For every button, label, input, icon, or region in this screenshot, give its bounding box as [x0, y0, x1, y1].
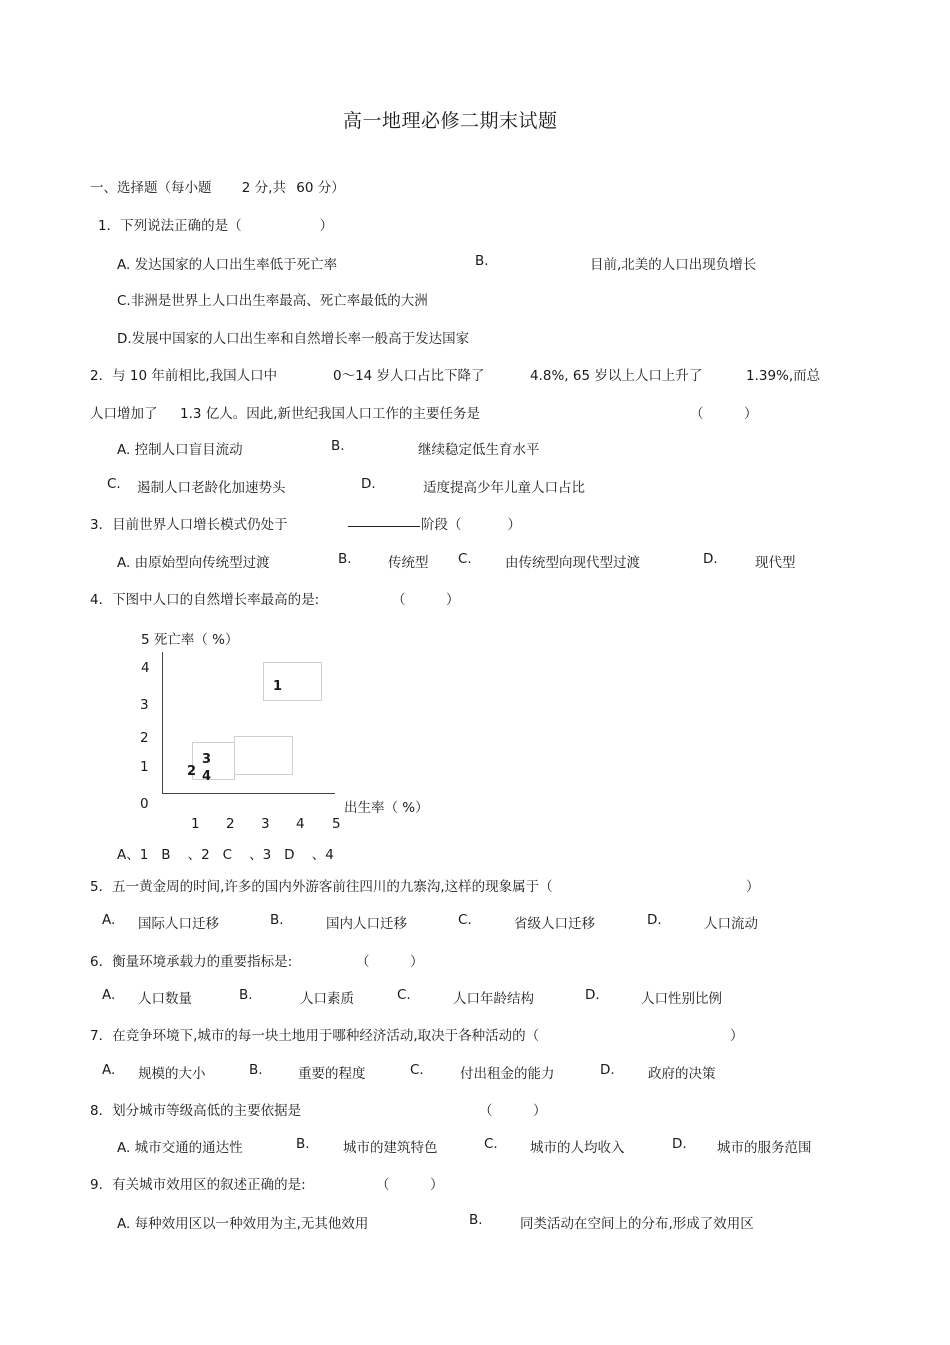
q3-option-d-text: 现代型: [755, 555, 796, 571]
q1-option-c: C.非洲是世界上人口出生率最高、死亡率最低的大洲: [117, 293, 428, 309]
y-tick-4: 4: [141, 660, 150, 676]
q1-option-b-text: 目前,北美的人口出现负增长: [590, 257, 757, 273]
q6-option-c-text: 人口年龄结构: [453, 991, 534, 1007]
y-tick-3: 3: [140, 697, 149, 713]
q3-blank: [348, 513, 420, 529]
q6-option-b-label: B.: [239, 987, 253, 1003]
section-heading: [90, 176, 345, 196]
q5-stem: 5．五一黄金周的时间,许多的国内外游客前往四川的九寨沟,这样的现象属于（: [90, 879, 553, 895]
q8-option-d-label: D.: [672, 1136, 687, 1152]
q3-option-a: A. 由原始型向传统型过渡: [117, 555, 270, 571]
y-tick-0: 0: [140, 796, 149, 812]
q6-option-d-label: D.: [585, 987, 600, 1003]
q6-option-a-text: 人口数量: [138, 991, 192, 1007]
q8-option-b-label: B.: [296, 1136, 310, 1152]
q7-option-d-text: 政府的决策: [648, 1066, 716, 1082]
q9-paren: （ ）: [376, 1177, 444, 1193]
q1-option-d: D.发展中国家的人口出生率和自然增长率一般高于发达国家: [117, 331, 470, 347]
point-2-box: [192, 742, 235, 780]
q1-number: 1．: [98, 218, 121, 234]
q2-line2-seg1: 人口增加了: [90, 406, 158, 422]
q4-paren: （ ）: [392, 592, 460, 608]
q1-stem-text: 下列说法正确的是（: [120, 218, 242, 234]
q8-option-d-text: 城市的服务范围: [717, 1140, 812, 1156]
x-tick-1: 1: [191, 816, 200, 832]
q2-line1-seg4: 1.39%,而总: [746, 368, 821, 384]
q2-option-d-label: D.: [361, 476, 376, 492]
q3-stem: 3．目前世界人口增长模式仍处于: [90, 517, 288, 533]
q2-option-a: A. 控制人口盲目流动: [117, 442, 243, 458]
q7-option-a-label: A.: [102, 1062, 116, 1078]
q1-option-b-label: B.: [475, 253, 489, 269]
q8-option-b-text: 城市的建筑特色: [343, 1140, 438, 1156]
q2-line2-seg2: 1.3 亿人。因此,新世纪我国人口工作的主要任务是: [180, 406, 481, 422]
q3-option-b-text: 传统型: [388, 555, 429, 571]
page-title: 高一地理必修二期末试题: [343, 110, 558, 132]
q1-option-a: A. 发达国家的人口出生率低于死亡率: [117, 257, 338, 273]
q7-option-d-label: D.: [600, 1062, 615, 1078]
q9-option-a: A. 每种效用区以一种效用为主,无其他效用: [117, 1216, 369, 1232]
q3-answer-blank[interactable]: [348, 514, 420, 527]
q2-line1-seg1: 2．与 10 年前相比,我国人口中: [90, 368, 278, 384]
q5-option-c-label: C.: [458, 912, 472, 928]
point-label-1: 1: [273, 679, 283, 694]
q3-tail-text: 阶段（: [421, 517, 462, 533]
y-tick-2: 2: [140, 730, 149, 746]
point-label-2: 2: [187, 764, 197, 779]
q7-option-b-text: 重要的程度: [298, 1066, 366, 1082]
q2-option-d-text: 适度提高少年儿童人口占比: [423, 480, 585, 496]
q7-paren-close: ）: [730, 1028, 744, 1044]
chart-xlabel: 出生率（ %）: [344, 800, 429, 816]
q7-option-c-label: C.: [410, 1062, 424, 1078]
q8-stem: 8．划分城市等级高低的主要依据是: [90, 1103, 302, 1119]
q5-option-d-text: 人口流动: [704, 916, 758, 932]
q7-stem: 7．在竞争环境下,城市的每一块土地用于哪种经济活动,取决于各种活动的（: [90, 1028, 540, 1044]
question-1-stem: [98, 214, 333, 234]
q5-option-d-label: D.: [647, 912, 662, 928]
q2-option-b-text: 继续稳定低生育水平: [418, 442, 540, 458]
q5-option-a-label: A.: [102, 912, 116, 928]
q4-options: A、1 B 、2 C 、3 D 、4: [117, 847, 334, 863]
section-part1: 一、选择题（每小题: [90, 180, 212, 196]
q5-paren-close: ）: [746, 879, 760, 895]
q9-stem: 9．有关城市效用区的叙述正确的是:: [90, 1177, 306, 1193]
q3-paren-close: ）: [507, 517, 521, 533]
q3-tail: [421, 513, 521, 533]
q2-option-b-label: B.: [331, 438, 345, 454]
section-part2: 2 分,共: [241, 180, 286, 196]
q9-option-b-label: B.: [469, 1212, 483, 1228]
q6-option-c-label: C.: [397, 987, 411, 1003]
q2-option-c-text: 遏制人口老龄化加速势头: [137, 480, 286, 496]
y-tick-1: 1: [140, 759, 149, 775]
q8-option-c-label: C.: [484, 1136, 498, 1152]
q6-stem: 6．衡量环境承载力的重要指标是:: [90, 954, 293, 970]
q2-option-c-label: C.: [107, 476, 121, 492]
q8-option-a: A. 城市交通的通达性: [117, 1140, 243, 1156]
x-tick-3: 3: [261, 816, 270, 832]
q7-option-c-text: 付出租金的能力: [460, 1066, 555, 1082]
x-tick-4: 4: [296, 816, 305, 832]
q1-paren-close: ）: [319, 218, 334, 234]
q3-option-d-label: D.: [703, 551, 718, 567]
q6-paren: （ ）: [356, 954, 424, 970]
point-label-4: 4: [202, 769, 212, 784]
point-1-box: [263, 662, 322, 701]
y-axis: [162, 652, 163, 794]
q2-line1-seg3: 4.8%, 65 岁以上人口上升了: [530, 368, 703, 384]
q6-option-b-text: 人口素质: [300, 991, 354, 1007]
q2-line1-seg2: 0～14 岁人口占比下降了: [333, 368, 485, 384]
q3-option-c-text: 由传统型向现代型过渡: [505, 555, 640, 571]
q3-option-b-label: B.: [338, 551, 352, 567]
q2-paren: （ ）: [690, 406, 758, 422]
q8-paren: （ ）: [479, 1103, 547, 1119]
q5-option-a-text: 国际人口迁移: [138, 916, 219, 932]
chart-ylabel: 5 死亡率（ %）: [141, 632, 239, 648]
q9-option-b-text: 同类活动在空间上的分布,形成了效用区: [520, 1216, 754, 1232]
x-tick-5: 5: [332, 816, 341, 832]
x-tick-2: 2: [226, 816, 235, 832]
q6-option-d-text: 人口性别比例: [641, 991, 722, 1007]
q6-option-a-label: A.: [102, 987, 116, 1003]
section-part3: 60 分）: [296, 180, 345, 196]
q7-option-b-label: B.: [249, 1062, 263, 1078]
q3-option-c-label: C.: [458, 551, 472, 567]
q8-option-c-text: 城市的人均收入: [530, 1140, 625, 1156]
point-3-box: [234, 736, 293, 775]
point-label-3: 3: [202, 752, 212, 767]
x-axis: [162, 793, 335, 794]
q5-option-c-text: 省级人口迁移: [514, 916, 595, 932]
q5-option-b-text: 国内人口迁移: [326, 916, 407, 932]
q4-stem: 4．下图中人口的自然增长率最高的是:: [90, 592, 320, 608]
q7-option-a-text: 规模的大小: [138, 1066, 206, 1082]
q5-option-b-label: B.: [270, 912, 284, 928]
